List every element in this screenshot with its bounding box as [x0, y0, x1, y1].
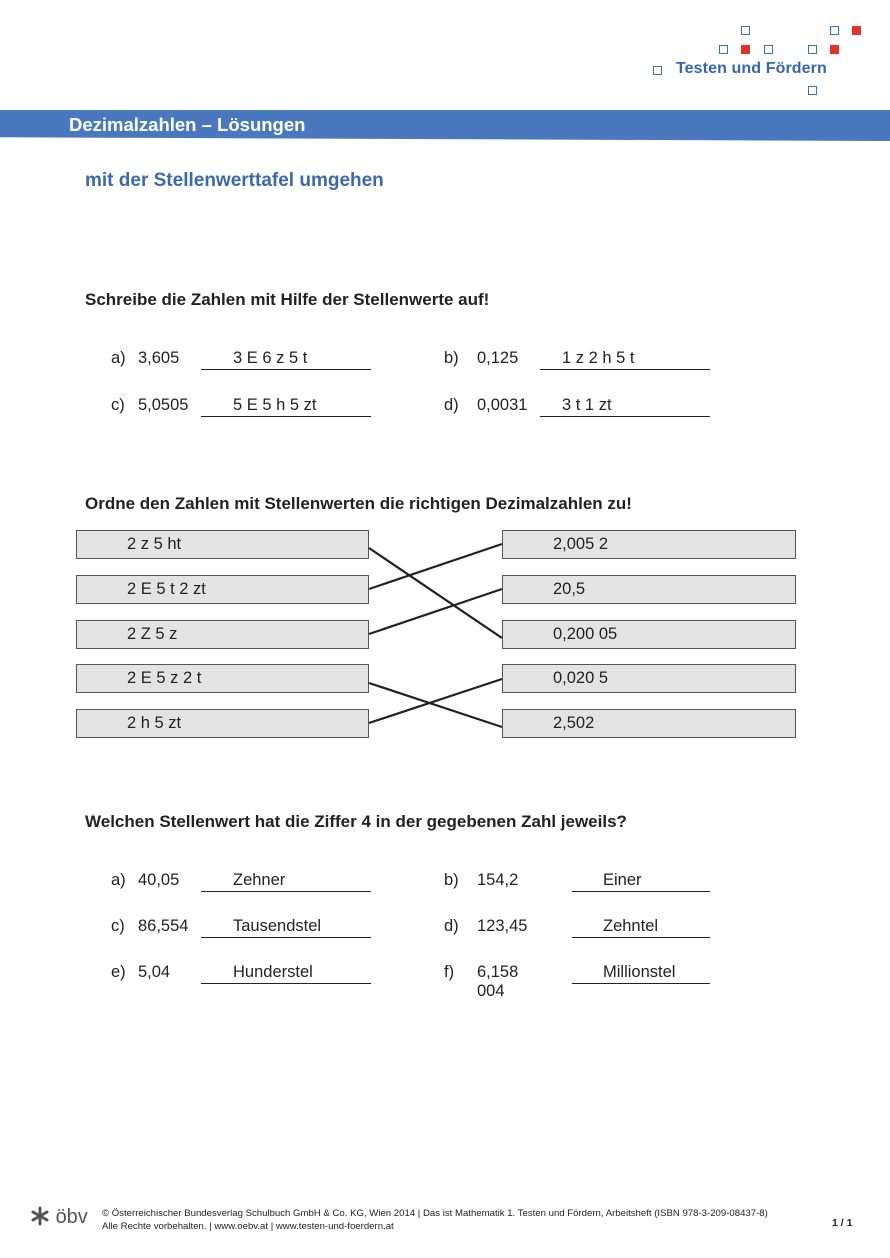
item-label: b) [444, 349, 459, 367]
item-label: f) [444, 963, 455, 981]
item-label: c) [111, 396, 125, 414]
item-label: e) [111, 963, 126, 981]
item-label: c) [111, 917, 125, 935]
answer-line [201, 871, 371, 892]
item-label: a) [111, 349, 126, 367]
left-box: 2 E 5 z 2 t [76, 664, 369, 693]
item-number: 3,605 [138, 349, 180, 367]
item-label: b) [444, 871, 459, 889]
match-line [369, 544, 502, 589]
page-title: Dezimalzahlen – Lösungen [69, 114, 306, 135]
page-number: 1 / 1 [832, 1217, 853, 1229]
publisher-star-icon [30, 1206, 50, 1226]
right-box: 2,502 [502, 709, 796, 738]
answer-text: Zehner [233, 871, 286, 889]
footer-copyright [102, 1207, 768, 1233]
item-number: 123,45 [477, 917, 528, 935]
item-label: d) [444, 396, 459, 414]
item-label: a) [111, 871, 126, 889]
logo-text: Testen und Fördern [676, 60, 827, 77]
footer-line2: Alle Rechte vorbehalten. | www.oebv.at | www.testen-und-foerdern.at [102, 1221, 394, 1232]
match-line [369, 683, 502, 727]
right-box: 0,020 5 [502, 664, 796, 693]
answer-text: Millionstel [603, 963, 676, 981]
left-box: 2 Z 5 z [76, 620, 369, 649]
section2-heading: Ordne den Zahlen mit Stellenwerten die richtigen Dezimalzahlen zu! [85, 494, 632, 513]
left-box: 2 E 5 t 2 zt [76, 575, 369, 604]
item-number: 0,0031 [477, 396, 528, 414]
publisher-logo-text: öbv [55, 1206, 88, 1228]
match-line [369, 548, 502, 638]
answer-line [572, 871, 710, 892]
item-number: 6,158 004 [477, 963, 519, 1000]
answer-text: Zehntel [603, 917, 659, 935]
item-number: 86,554 [138, 917, 189, 935]
answer-text: 3 t 1 zt [562, 396, 612, 414]
item-label: d) [444, 917, 459, 935]
match-line [369, 679, 502, 723]
answer-line [572, 917, 710, 938]
answer-text: Hunderstel [233, 963, 313, 981]
footer-line1: © Österreichischer Bundesverlag Schulbuch GmbH & Co. KG, Wien 2014 | Das ist Mathematik 1. Testen und Fördern, Arbeitsheft (ISBN 978-3-209-08437-8) [102, 1208, 768, 1219]
item-number: 0,125 [477, 349, 519, 367]
answer-text: Tausendstel [233, 917, 322, 935]
answer-text: 5 E 5 h 5 zt [233, 396, 317, 414]
answer-text: Einer [603, 871, 642, 889]
item-number: 40,05 [138, 871, 180, 889]
answer-line [572, 963, 710, 984]
item-number: 154,2 [477, 871, 519, 889]
item-number: 5,04 [138, 963, 171, 981]
section3-heading: Welchen Stellenwert hat die Ziffer 4 in der gegebenen Zahl jeweils? [85, 812, 627, 831]
section1-heading: Schreibe die Zahlen mit Hilfe der Stellenwerte auf! [85, 290, 490, 309]
right-box: 20,5 [502, 575, 796, 604]
answer-text: 3 E 6 z 5 t [233, 349, 308, 367]
page-subtitle: mit der Stellenwerttafel umgehen [85, 170, 384, 191]
publisher-logo [30, 1206, 88, 1229]
left-box: 2 h 5 zt [76, 709, 369, 738]
answer-line [201, 963, 371, 984]
right-box: 2,005 2 [502, 530, 796, 559]
right-box: 0,200 05 [502, 620, 796, 649]
answer-line [201, 917, 371, 938]
item-number: 5,0505 [138, 396, 189, 414]
answer-text: 1 z 2 h 5 t [562, 349, 635, 367]
match-line [369, 589, 502, 634]
left-box: 2 z 5 ht [76, 530, 369, 559]
